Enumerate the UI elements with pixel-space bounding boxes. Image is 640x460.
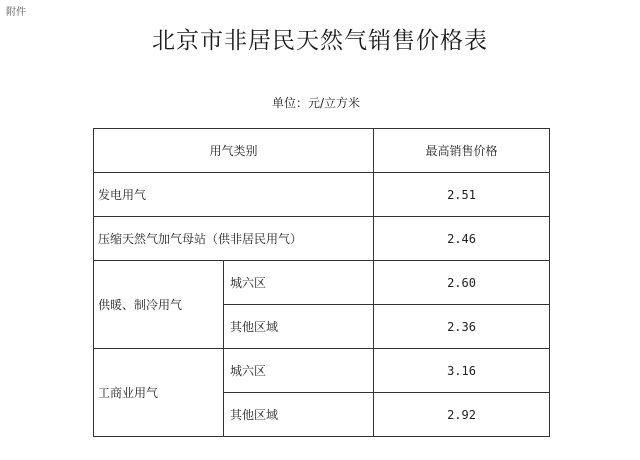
page-title: 北京市非居民天然气销售价格表: [152, 28, 488, 54]
annex-label: 附件: [6, 7, 26, 18]
table-row: [94, 173, 550, 217]
price-table: [93, 128, 550, 437]
table-row: [94, 217, 550, 261]
category-industry: 工商业用气: [94, 349, 224, 437]
category-cng: 压缩天然气加气母站（供非居民用气）: [94, 217, 374, 261]
category-power: 发电用气: [94, 173, 374, 217]
table-row: [94, 349, 550, 393]
price-industry-urban: 3.16: [374, 349, 550, 393]
price-heating-other: 2.36: [374, 305, 550, 349]
subarea-industry-other: 其他区域: [224, 393, 374, 437]
header-price: 最高销售价格: [374, 129, 550, 173]
price-cng: 2.46: [374, 217, 550, 261]
header-category: 用气类别: [94, 129, 374, 173]
table-header-row: [94, 129, 550, 173]
category-heating: 供暖、制冷用气: [94, 261, 224, 349]
price-industry-other: 2.92: [374, 393, 550, 437]
price-heating-urban: 2.60: [374, 261, 550, 305]
table-row: [94, 261, 550, 305]
subarea-heating-other: 其他区域: [224, 305, 374, 349]
price-power: 2.51: [374, 173, 550, 217]
unit-label: 单位：元/立方米: [272, 96, 361, 110]
subarea-industry-urban: 城六区: [224, 349, 374, 393]
subarea-heating-urban: 城六区: [224, 261, 374, 305]
